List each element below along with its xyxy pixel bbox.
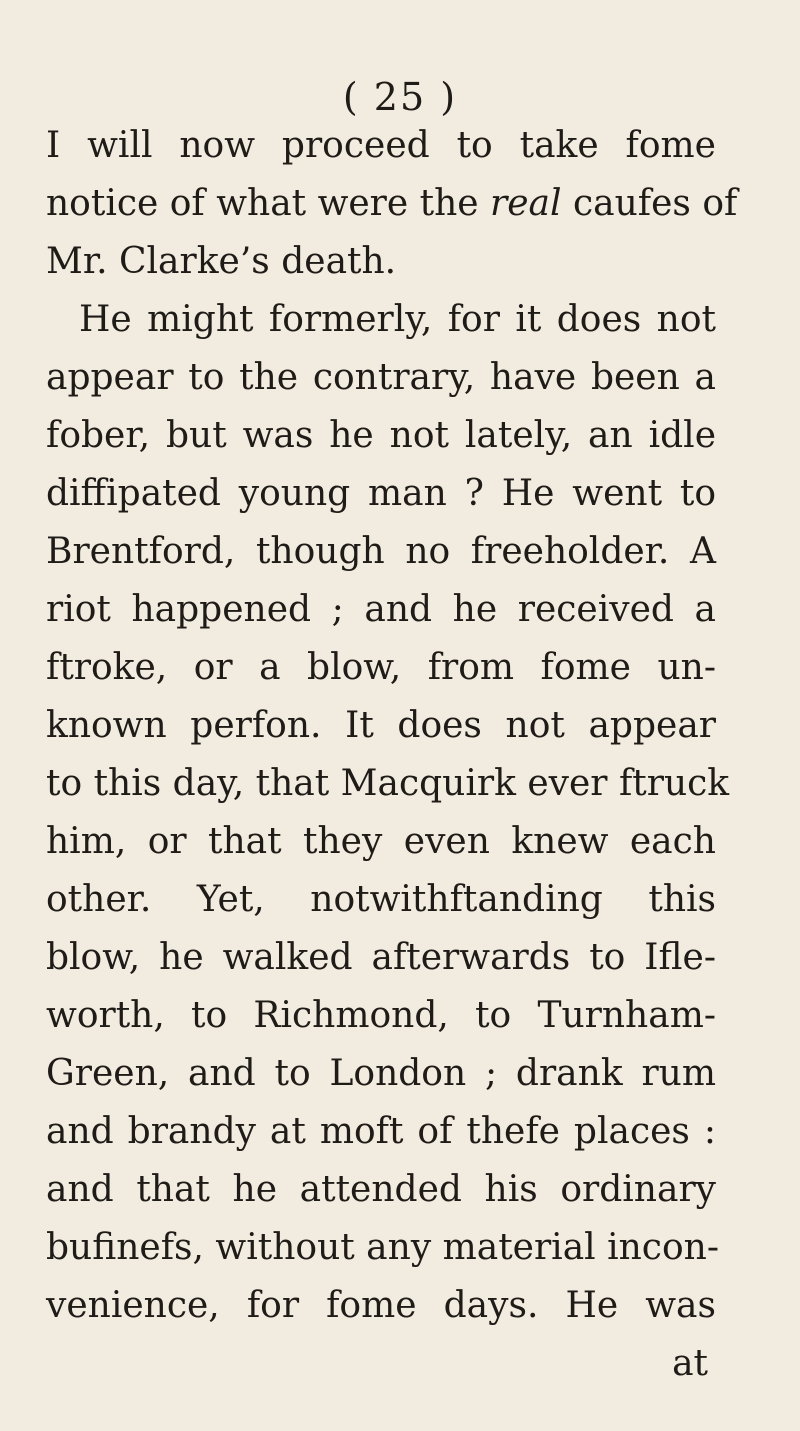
text-line: bufinefs, without any material incon-: [46, 1227, 719, 1268]
text-line: fober, but was he not lately, an idle: [46, 415, 716, 456]
text-line: him, or that they even knew each: [46, 821, 716, 862]
italic-word: real: [490, 183, 562, 224]
catchword: at: [672, 1343, 708, 1384]
text-line: and brandy at moft of thefe places :: [46, 1111, 716, 1152]
text-line: other. Yet, notwithftanding this: [46, 879, 716, 920]
text-line: to this day, that Macquirk ever ftruck: [46, 763, 730, 804]
text-line: and that he attended his ordinary: [46, 1169, 716, 1210]
text-line: ftroke, or a blow, from fome un-: [46, 647, 716, 688]
text-line: venience, for fome days. He was: [46, 1285, 716, 1326]
text-line: Mr. Clarke’s death.: [46, 241, 397, 282]
text-line: blow, he walked afterwards to Ifle-: [46, 937, 716, 978]
text-segment: caufes of: [561, 183, 738, 224]
text-line: worth, to Richmond, to Turnham-: [46, 995, 716, 1036]
text-line: Green, and to London ; drank rum: [46, 1053, 716, 1094]
text-line: He might formerly, for it does not: [79, 299, 716, 340]
text-line: known perfon. It does not appear: [46, 705, 716, 746]
text-segment: notice of what were the: [46, 183, 491, 224]
text-line: I will now proceed to take fome: [46, 125, 716, 166]
text-line: Brentford, though no freeholder. A: [46, 531, 716, 572]
text-line: [46, 175, 738, 233]
body-text: [46, 117, 738, 1393]
text-line: diffipated young man ? He went to: [46, 473, 716, 514]
page-number: ( 25 ): [342, 75, 458, 119]
text-line: riot happened ; and he received a: [46, 589, 716, 630]
text-line: appear to the contrary, have been a: [46, 357, 716, 398]
